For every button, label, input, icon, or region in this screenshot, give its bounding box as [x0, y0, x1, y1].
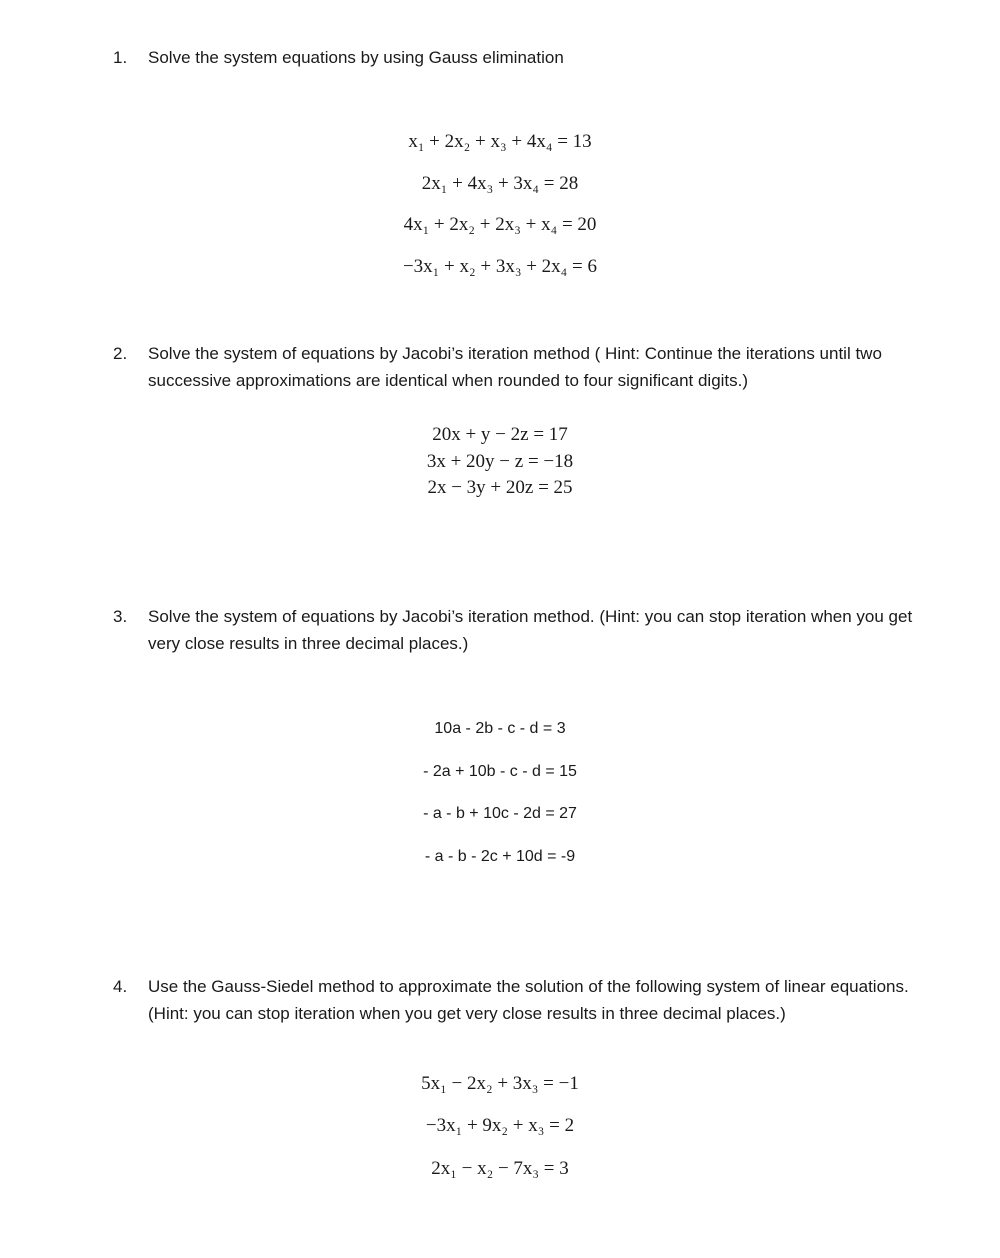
q1-equation-4: −3x₁ + x₂ + 3x₃ + 2x₄ = 6	[402, 256, 598, 277]
question-4-number: 4.	[113, 977, 128, 996]
q1-equation-1: x₁ + 2x₂ + x₃ + 4x₄ = 13	[408, 131, 592, 152]
q3-equation-4: - a - b - 2c + 10d = -9	[424, 848, 576, 865]
q1-equation-2: 2x₁ + 4x₃ + 3x₄ = 28	[421, 173, 579, 194]
q2-equation-1: 20x + y − 2z = 17	[432, 424, 568, 445]
question-4-text: Use the Gauss-Siedel method to approximate the solution of the following system of linear equations. (Hint: you can stop iteration when you get very close results in three decimal places.)	[148, 977, 909, 1023]
question-3-text: Solve the system of equations by Jacobi’s iteration method. (Hint: you can stop iteration when you get very close results in three decimal places.)	[148, 607, 913, 653]
question-1-number: 1.	[113, 48, 128, 67]
q3-equation-2: - 2a + 10b - c - d = 15	[423, 763, 577, 780]
q2-equation-2: 3x + 20y − z = −18	[426, 451, 574, 472]
q3-equation-3: - a - b + 10c - 2d = 27	[423, 805, 577, 822]
question-1-text: Solve the system equations by using Gauss elimination	[148, 48, 564, 67]
question-3-number: 3.	[113, 607, 128, 626]
q2-equation-3: 2x − 3y + 20z = 25	[427, 477, 573, 498]
question-2-number: 2.	[113, 344, 128, 363]
q1-equation-3: 4x₁ + 2x₂ + 2x₃ + x₄ = 20	[403, 214, 597, 235]
q4-equation-1: 5x₁ − 2x₂ + 3x₃ = −1	[421, 1073, 579, 1094]
q3-equation-1: 10a - 2b - c - d = 3	[434, 720, 566, 737]
question-2-text: Solve the system of equations by Jacobi’s iteration method ( Hint: Continue the iterations until two successive approximations are identical when rounded to four significant digits.)	[148, 344, 882, 390]
q4-equation-3: 2x₁ − x₂ − 7x₃ = 3	[431, 1158, 569, 1179]
q4-equation-2: −3x₁ + 9x₂ + x₃ = 2	[425, 1115, 575, 1136]
